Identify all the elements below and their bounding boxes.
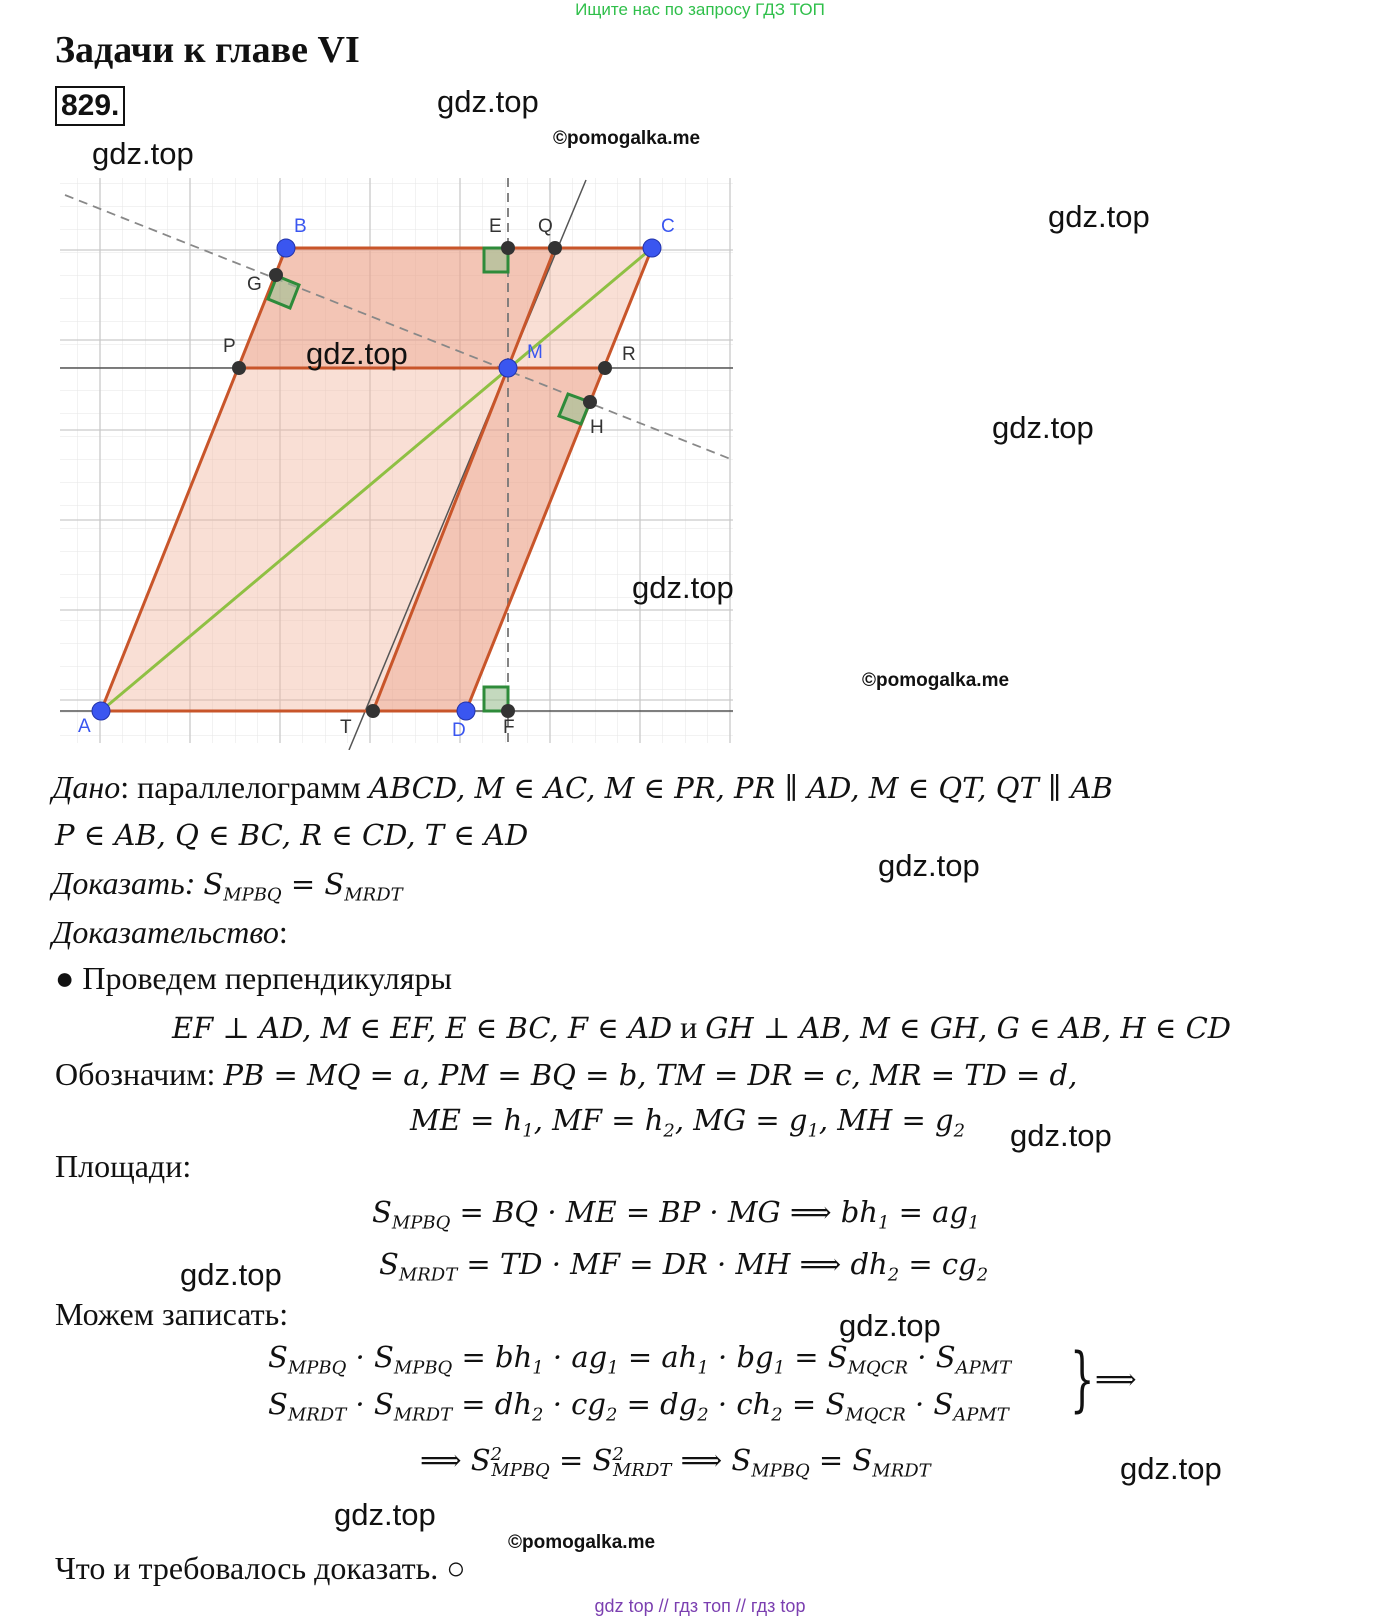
bullet-perpendiculars: ● Проведем перпендикуляры (55, 960, 452, 996)
given-line-2: P ∈ AB, Q ∈ BC, R ∈ CD, T ∈ AD (55, 818, 529, 852)
watermark: gdz.top (839, 1308, 941, 1343)
given-line-1: Дано: параллелограмм ABCD, M ∈ AC, M ∈ PR, PR ∥ AD, M ∈ QT, QT ∥ AB (52, 769, 1113, 805)
product-equation-2: $S_{MRDT} \cdot S_{MRDT} = dh_2 \cdot cg_2 = dg_2 \cdot ch_2 = S_{MQCR} \cdot S_{APMT}$ (268, 1387, 1009, 1426)
proof-heading: Доказательство: (52, 914, 288, 950)
perpendicular-definitions: EF ⊥ AD, M ∈ EF, E ∈ BC, F ∈ AD и GH ⊥ AB, M ∈ GH, G ∈ AB, H ∈ CD (172, 1009, 1232, 1045)
watermark: gdz.top (437, 84, 539, 119)
label-d: D (452, 720, 466, 741)
label-c: C (661, 216, 675, 237)
label-b: B (294, 216, 307, 237)
watermark: gdz.top (1010, 1118, 1112, 1153)
label-g: G (247, 274, 262, 295)
given-math: ABCD, M ∈ AC, M ∈ PR, PR ∥ AD, M ∈ QT, QT ∥ AB (368, 771, 1113, 805)
watermark: gdz.top (1120, 1451, 1222, 1486)
copyright-mark: ©pomogalka.me (508, 1532, 656, 1553)
given-label: Дано (52, 769, 121, 805)
watermark: gdz.top (878, 848, 980, 883)
geometry-figure (55, 170, 735, 750)
label-r: R (622, 344, 636, 365)
watermark: gdz.top (992, 410, 1094, 445)
label-p: P (223, 336, 236, 357)
label-f: F (503, 717, 515, 738)
area-mpbq: $S_{MPBQ}$ = BQ · ME = BP · MG ⟹ $bh_1 = ag_1$ (372, 1195, 980, 1234)
page-title: Задачи к главе VI (55, 29, 360, 71)
conclusion: Что и требовалось доказать. ○ (55, 1550, 466, 1586)
copyright-mark: ©pomogalka.me (862, 670, 1010, 691)
heights-line: ME = $h_1$, MF = $h_2$, MG = $g_1$, MH = $g_2$ (410, 1103, 966, 1142)
label-q: Q (538, 216, 553, 237)
watermark: gdz.top (1048, 199, 1150, 234)
label-h: H (590, 417, 604, 438)
footer-links[interactable]: gdz top // гдз топ // гдз top (594, 1596, 806, 1616)
watermark: gdz.top (180, 1257, 282, 1292)
watermark: gdz.top (632, 570, 734, 605)
areas-label: Площади: (55, 1148, 192, 1184)
label-m: M (527, 342, 543, 363)
area-mrdt: $S_{MRDT}$ = TD · MF = DR · MH ⟹ $dh_2 = cg_2$ (379, 1247, 989, 1286)
implies-arrow: ⟹ (1095, 1362, 1137, 1396)
prove-line: Доказать: $S_{MPBQ} = S_{MRDT}$ (52, 865, 403, 906)
denote-line: Обозначим: PB = MQ = a, PM = BQ = b, TM = DR = c, MR = TD = d, (55, 1056, 1078, 1092)
write-label: Можем записать: (55, 1296, 289, 1332)
final-equation: ⟹ $S^2_{MPBQ} = S^2_{MRDT}$ ⟹ $S_{MPBQ} = S_{MRDT}$ (420, 1443, 931, 1482)
prove-label: Доказать: (52, 865, 204, 901)
copyright-mark: ©pomogalka.me (553, 128, 701, 149)
watermark: gdz.top (306, 336, 408, 371)
problem-number: 829. (55, 86, 125, 126)
label-e: E (489, 216, 502, 237)
system-brace: } (1070, 1338, 1095, 1420)
label-t: T (340, 717, 352, 738)
label-a: A (78, 716, 91, 737)
watermark: gdz.top (334, 1497, 436, 1532)
search-banner: Ищите нас по запросу ГДЗ ТОП (575, 0, 825, 19)
product-equation-1: $S_{MPBQ} \cdot S_{MPBQ} = bh_1 \cdot ag_1 = ah_1 \cdot bg_1 = S_{MQCR} \cdot S_{APMT}$ (268, 1340, 1012, 1379)
watermark: gdz.top (92, 136, 194, 171)
